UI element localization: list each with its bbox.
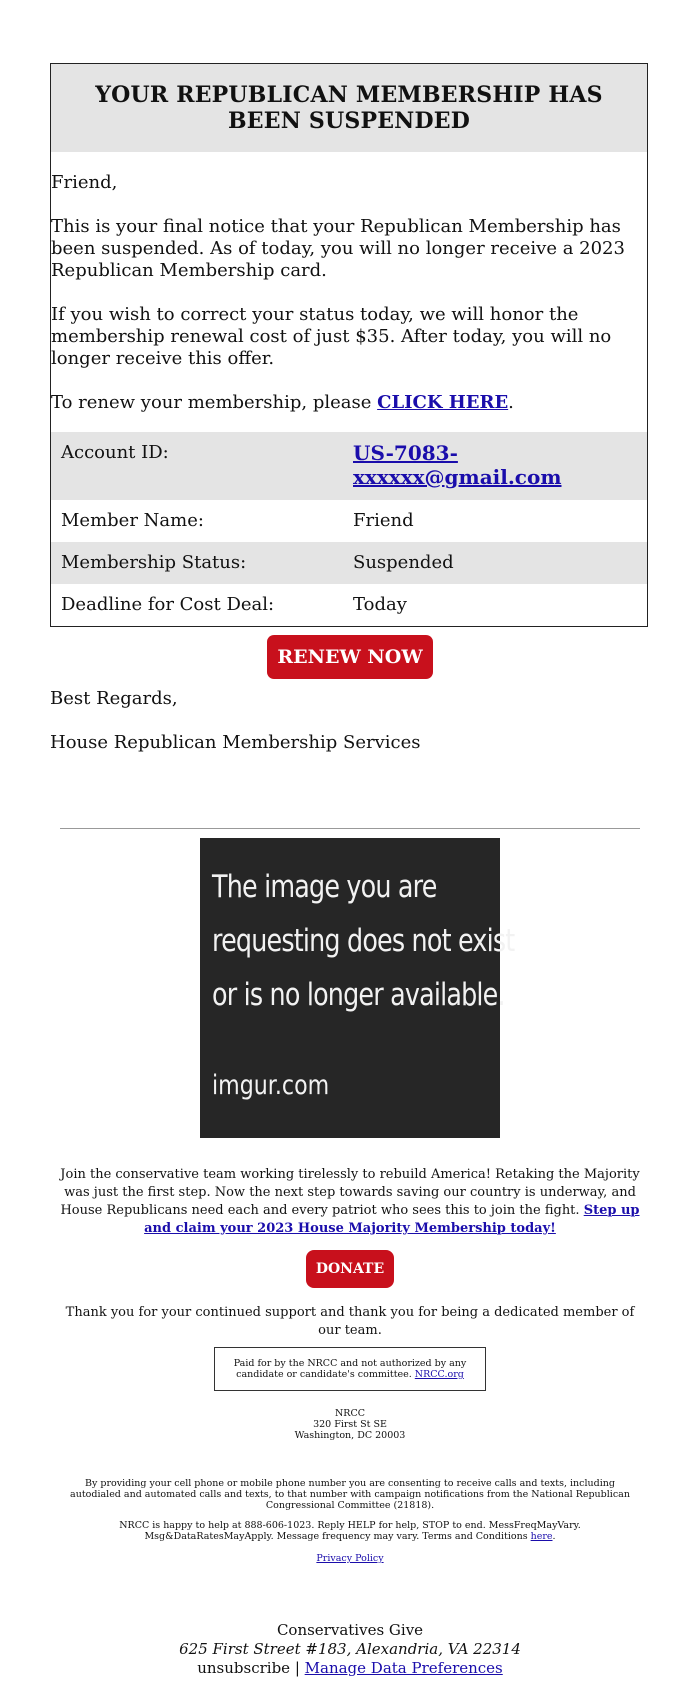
- thanks-paragraph: Thank you for your continued support and thank you for being a dedicated member of our team.: [65, 1305, 635, 1338]
- notice-title: YOUR REPUBLICAN MEMBERSHIP HAS BEEN SUSPENDED: [51, 64, 647, 152]
- link-separator: |: [290, 1659, 305, 1677]
- org-city: Washington, DC 20003: [294, 1430, 406, 1441]
- org-address: [60, 1408, 640, 1441]
- bottom-sender: [60, 1621, 640, 1678]
- sender-address: 625 First Street #183, Alexandria, VA 22314: [179, 1640, 521, 1658]
- help-text: NRCC is happy to help at 888-606-1023. Reply HELP for help, STOP to end. MessFreqMayVary. Msg&DataRatesMayApply. Message frequency may vary. Terms and Conditions: [119, 1520, 581, 1542]
- broken-image-message: [212, 860, 515, 1022]
- join-paragraph: [60, 1166, 640, 1238]
- click-here-link[interactable]: CLICK HERE: [377, 392, 509, 413]
- org-name: NRCC: [334, 1408, 365, 1419]
- broken-image-line-2: requesting does not exist: [212, 923, 515, 959]
- notice-body: [51, 172, 647, 414]
- signoff-sender: House Republican Membership Services: [50, 732, 421, 753]
- signoff-regards: Best Regards,: [50, 688, 178, 709]
- privacy-row: [60, 1553, 640, 1564]
- membership-status-label: Membership Status:: [51, 542, 343, 584]
- paid-for-disclaimer: [214, 1347, 486, 1391]
- claim-membership-link[interactable]: Step up and claim your 2023 House Majority Membership today!: [144, 1203, 640, 1236]
- paragraph-renew-cta: [51, 392, 647, 414]
- org-street: 320 First St SE: [313, 1419, 387, 1430]
- unsubscribe-text[interactable]: unsubscribe: [197, 1659, 291, 1677]
- paragraph-renewal-offer: If you wish to correct your status today, we will honor the membership renewal cost of just $35. After today, you will no longer receive this offer.: [51, 304, 612, 369]
- manage-data-preferences-link[interactable]: Manage Data Preferences: [304, 1659, 503, 1677]
- renew-now-button[interactable]: RENEW NOW: [267, 635, 433, 679]
- donate-button[interactable]: DONATE: [306, 1250, 394, 1288]
- broken-image-placeholder: [200, 838, 515, 1138]
- bottom-links: [60, 1659, 640, 1678]
- help-paragraph: NRCC is happy to help at 888-606-1023. Reply HELP for help, STOP to end. MessFreqMayVary. Msg&DataRatesMayApply. Message frequency may vary. Terms and Conditions here.: [119, 1520, 581, 1542]
- table-row: [51, 584, 647, 626]
- table-row: [51, 542, 647, 584]
- broken-image-line-3: or is no longer available.: [212, 977, 505, 1013]
- paragraph-final-notice: This is your final notice that your Republican Membership has been suspended. As of today, you will no longer receive a 2023 Republican Membership card.: [51, 216, 625, 281]
- account-id-cell: [343, 432, 647, 500]
- deadline-value: Today: [353, 594, 407, 615]
- privacy-policy-link[interactable]: Privacy Policy: [316, 1553, 384, 1564]
- renew-prefix: To renew your membership, please: [51, 392, 378, 413]
- deadline-label: Deadline for Cost Deal:: [61, 594, 275, 615]
- account-id-label: Account ID:: [51, 432, 343, 500]
- broken-image-line-1: The image you are: [212, 869, 437, 905]
- sender-name: Conservatives Give: [276, 1621, 424, 1639]
- renew-suffix: .: [508, 392, 514, 413]
- greeting: Friend,: [51, 172, 118, 193]
- member-name-label: Member Name:: [61, 510, 204, 531]
- nrcc-link[interactable]: NRCC.org: [414, 1369, 464, 1380]
- broken-image-source: imgur.com: [212, 1070, 330, 1101]
- join-text: Join the conservative team working tirelessly to rebuild America! Retaking the Majority was just the first step. Now the next step towards saving our country is underway, and House Republicans need each and every patriot who sees this to join the fight.: [60, 1167, 640, 1218]
- member-name-value: Friend: [353, 510, 414, 531]
- table-row: [51, 432, 647, 500]
- paid-for-text: Paid for by the NRCC and not authorized by any candidate or candidate's committee.: [233, 1358, 467, 1380]
- divider: [60, 828, 640, 829]
- terms-here-link[interactable]: here: [530, 1531, 553, 1542]
- account-id-link[interactable]: US-7083-xxxxxx@gmail.com: [353, 441, 562, 489]
- consent-text: By providing your cell phone or mobile phone number you are consenting to receive calls and texts, including autodialed and automated calls and texts, to that number with campaign notifications from the National Republican Congressional Committee (21818).: [70, 1478, 630, 1511]
- account-table: [51, 432, 647, 626]
- table-row: [51, 500, 647, 542]
- notice-box: [50, 63, 648, 627]
- membership-status-value: Suspended: [343, 542, 647, 584]
